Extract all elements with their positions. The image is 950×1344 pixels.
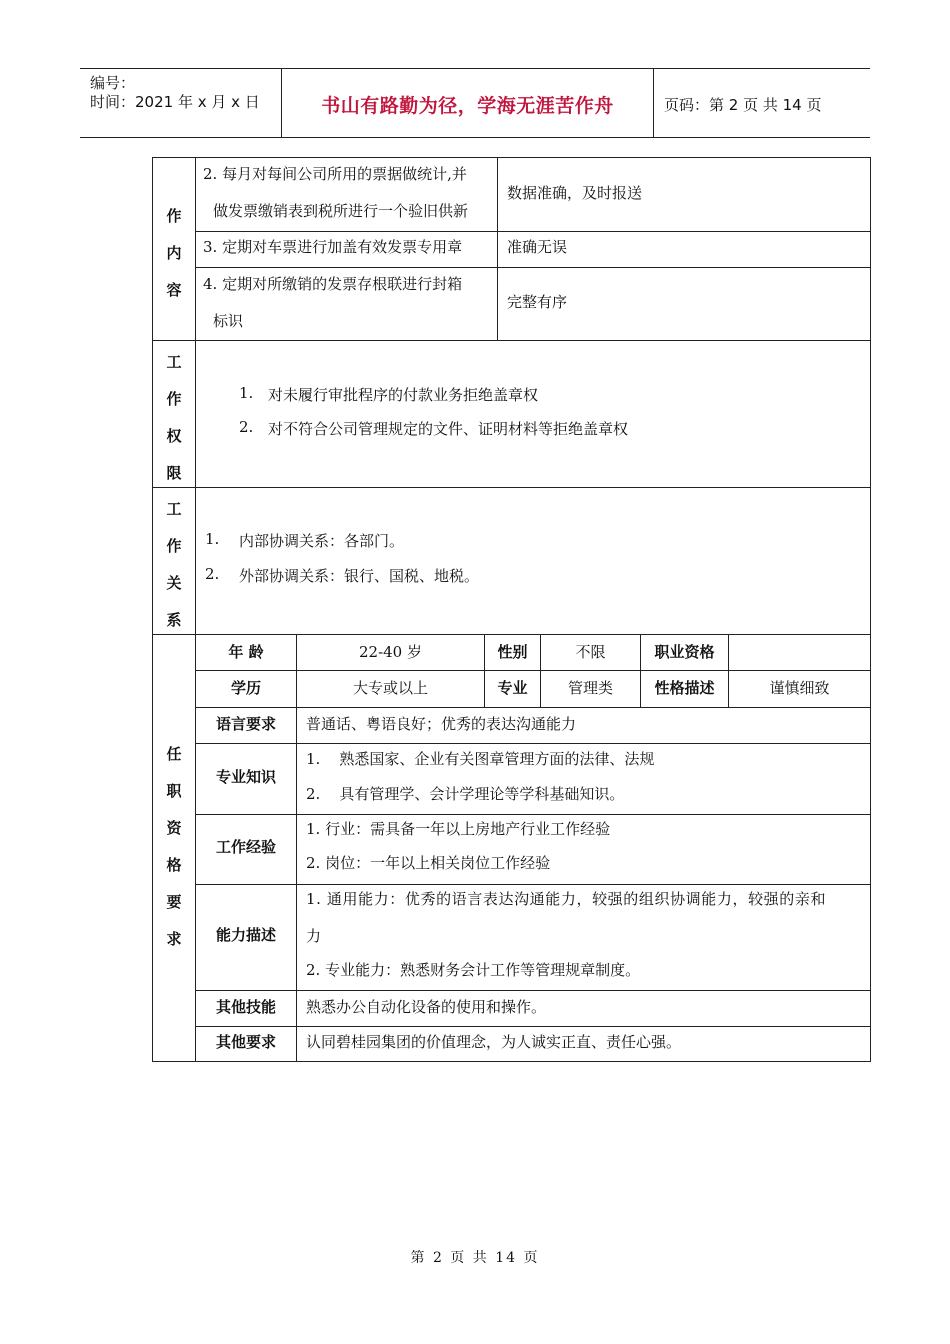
experience-label: 工作经验: [215, 838, 276, 856]
other-requirements-value: 认同碧桂园集团的价值理念，为人诚实正直、责任心强。: [306, 1033, 682, 1051]
ability-text: 1. 通用能力：优秀的语言表达沟通能力，较强的组织协调能力，较强的亲和: [306, 890, 827, 908]
page-footer: 第 2 页 共 14 页: [410, 1250, 540, 1266]
divider: [195, 267, 870, 268]
label-char: 系: [166, 611, 182, 629]
relation-text: 内部协调关系：各部门。: [239, 532, 405, 550]
document-code: 编号：: [90, 74, 136, 92]
label-char: 作: [166, 537, 182, 555]
work-relations-label: [153, 491, 195, 639]
divider: [296, 634, 297, 1061]
authority-text: 对未履行审批程序的付款业务拒绝盖章权: [268, 386, 539, 404]
ability-label: 能力描述: [215, 926, 276, 944]
skills-label: 其他技能: [215, 998, 276, 1016]
work-authority-label: [153, 344, 195, 492]
label-char: 资: [166, 819, 182, 837]
label-char: 格: [166, 856, 182, 874]
task-text: 做发票缴销表到税所进行一个验旧供新: [213, 202, 469, 220]
major-value: 管理类: [567, 679, 613, 697]
standard-text: 准确无误: [507, 238, 568, 256]
age-label: 年 龄: [228, 643, 264, 661]
qualifications-label: [153, 736, 195, 958]
header-page-number: 页码：第 2 页 共 14 页: [664, 96, 822, 114]
document-date: 时间：2021 年 x 月 x 日: [90, 93, 260, 111]
divider: [195, 231, 870, 232]
relation-number: 1.: [205, 530, 220, 548]
gender-value: 不限: [575, 643, 606, 661]
other-requirements-label: 其他要求: [215, 1033, 276, 1051]
standard-text: 数据准确，及时报送: [507, 184, 643, 202]
label-char: 工: [166, 353, 182, 371]
language-label: 语言要求: [215, 715, 276, 733]
knowledge-item: 2. 具有管理学、会计学理论等学科基础知识。: [306, 785, 625, 803]
task-text: 标识: [213, 312, 244, 330]
label-char: 权: [166, 427, 182, 445]
authority-number: 2.: [239, 418, 254, 436]
ability-text: 2. 专业能力：熟悉财务会计工作等管理规章制度。: [306, 961, 641, 979]
header-motto-cell: [282, 69, 654, 137]
label-char: 限: [166, 464, 182, 482]
label-char: 作: [166, 390, 182, 408]
label-char: 关: [166, 574, 182, 592]
experience-item: 1. 行业：需具备一年以上房地产行业工作经验: [306, 820, 611, 838]
label-char: 工: [166, 500, 182, 518]
divider: [153, 487, 870, 488]
ability-text: 力: [306, 927, 322, 945]
cert-label: 职业资格: [654, 643, 715, 661]
label-char: 求: [166, 930, 182, 948]
divider: [153, 340, 870, 341]
gender-label: 性别: [497, 643, 528, 661]
label-char: 任: [166, 745, 182, 763]
relation-number: 2.: [205, 565, 220, 583]
label-char: 作: [166, 207, 182, 225]
divider: [153, 634, 870, 635]
label-char: 内: [166, 244, 182, 262]
page-header: [80, 68, 870, 138]
job-description-table: [152, 157, 871, 1062]
authority-text: 对不符合公司管理规定的文件、证明材料等拒绝盖章权: [268, 420, 629, 438]
task-text: 3. 定期对车票进行加盖有效发票专用章: [203, 238, 463, 256]
work-content-label: [153, 198, 195, 309]
language-value: 普通话、粤语良好；优秀的表达沟通能力: [306, 715, 577, 733]
major-label: 专业: [497, 679, 528, 697]
task-text: 2. 每月对每间公司所用的票据做统计,并: [203, 165, 467, 183]
knowledge-label: 专业知识: [215, 768, 276, 786]
experience-item: 2. 岗位：一年以上相关岗位工作经验: [306, 854, 551, 872]
label-char: 职: [166, 782, 182, 800]
relation-text: 外部协调关系：银行、国税、地税。: [239, 567, 480, 585]
age-value: 22-40 岁: [358, 643, 422, 661]
personality-value: 谨慎细致: [769, 679, 830, 697]
header-motto: 书山有路勤为径，学海无涯苦作舟: [321, 95, 614, 117]
knowledge-item: 1. 熟悉国家、企业有关图章管理方面的法律、法规: [306, 750, 655, 768]
header-page-cell: [654, 69, 870, 137]
task-text: 4. 定期对所缴销的发票存根联进行封箱: [203, 275, 463, 293]
label-char: 容: [166, 281, 182, 299]
divider: [497, 158, 498, 340]
standard-text: 完整有序: [507, 293, 568, 311]
authority-number: 1.: [239, 384, 254, 402]
skills-value: 熟悉办公自动化设备的使用和操作。: [306, 998, 547, 1016]
education-value: 大专或以上: [352, 679, 428, 697]
education-label: 学历: [230, 679, 261, 697]
label-char: 要: [166, 893, 182, 911]
personality-label: 性格描述: [654, 679, 715, 697]
header-left-cell: [80, 69, 282, 137]
